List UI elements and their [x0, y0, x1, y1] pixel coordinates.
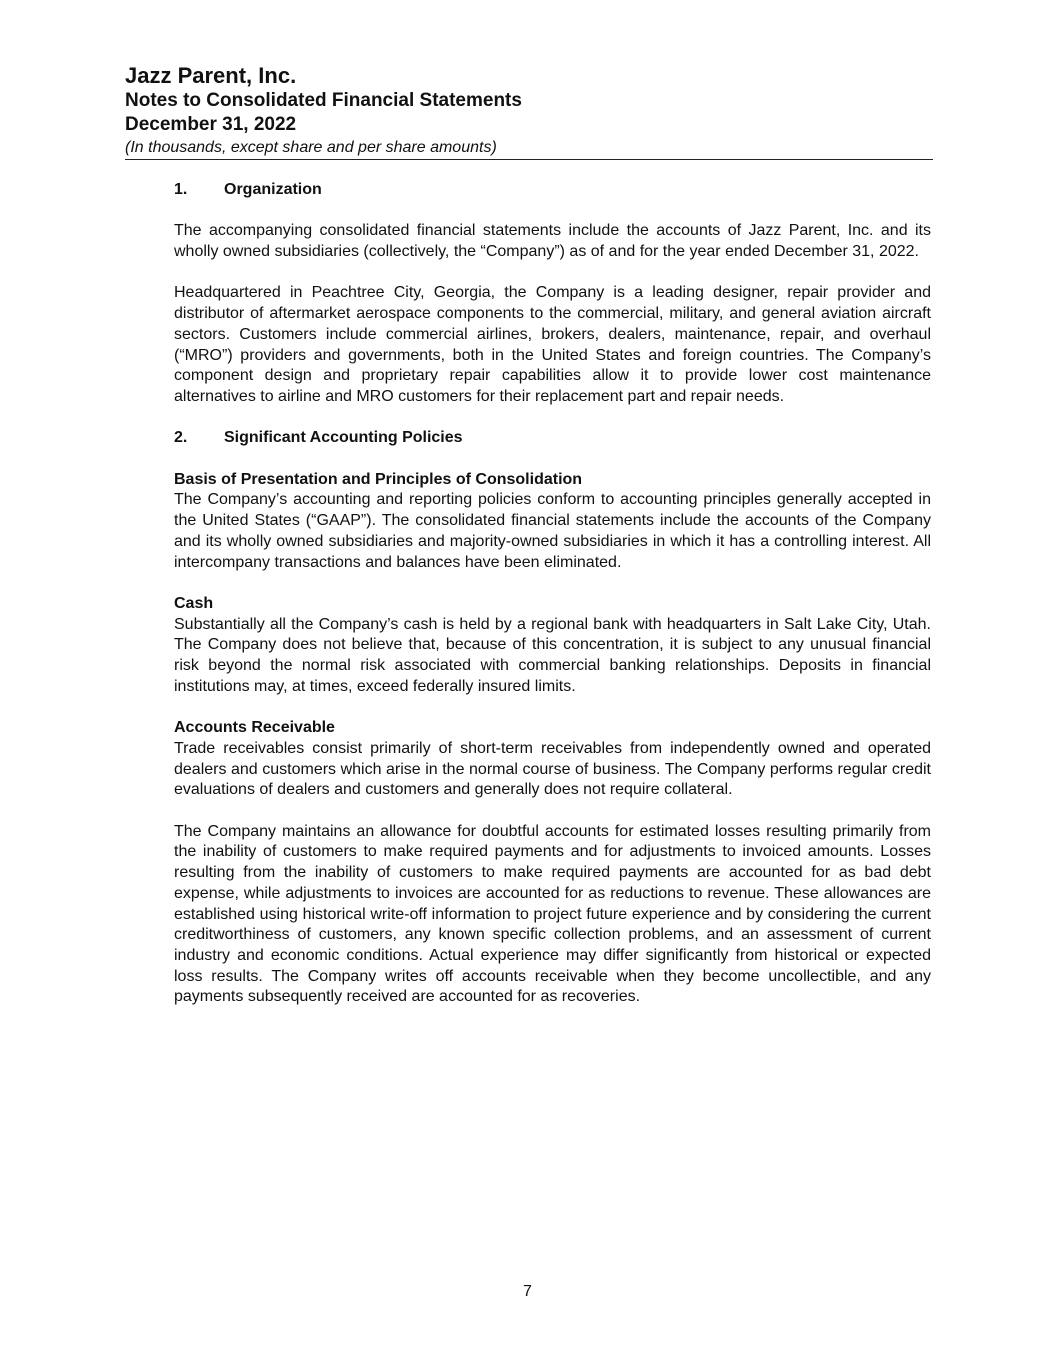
document-title: Notes to Consolidated Financial Statements: [125, 90, 522, 111]
section-heading-organization: [174, 180, 931, 201]
accounts-receivable-paragraph-1: Trade receivables consist primarily of short-term receivables from independently owned and operated dealers and customers which arise in the normal course of business. The Company performs regular credit evaluations of dealers and customers and generally does not require collateral.: [174, 739, 931, 799]
section-title: Organization: [224, 181, 322, 198]
section-title: Significant Accounting Policies: [224, 429, 463, 447]
document-body: [174, 180, 931, 1029]
cash-heading: Cash: [174, 594, 214, 612]
page-header: [125, 62, 933, 160]
organization-paragraph-2: Headquartered in Peachtree City, Georgia, the Company is a leading designer, repair provider and distributor of aftermarket aerospace components to the commercial, military, and general aviation aircraft sectors. Customers include commercial airlines, brokers, dealers, maintenance, repair, and overhaul (“MRO”) providers and governments, both in the United States and foreign countries. The Company’s component design and proprietary repair capabilities allow it to provide lower cost maintenance alternatives to airline and MRO customers for their replacement part and repair needs.: [174, 284, 931, 405]
amounts-note: (In thousands, except share and per share amounts): [125, 139, 497, 156]
basis-heading: Basis of Presentation and Principles of Consolidation: [174, 470, 583, 488]
basis-paragraph: The Company’s accounting and reporting policies conform to accounting principles generally accepted in the United States (“GAAP”). The consolidated financial statements include the accounts of the Company and its wholly owned subsidiaries and majority-owned subsidiaries in which it has a controlling interest. All intercompany transactions and balances have been eliminated.: [174, 491, 931, 571]
section-number: 2.: [174, 429, 188, 447]
organization-paragraph-1: The accompanying consolidated financial statements include the accounts of Jazz Parent, Inc. and its wholly owned subsidiaries (collectively, the “Company”) as of and for the year ended December 31, 2022.: [174, 222, 931, 261]
statement-date: December 31, 2022: [125, 114, 297, 135]
section-number: 1.: [174, 181, 188, 198]
accounts-receivable-heading: Accounts Receivable: [174, 719, 335, 737]
cash-paragraph: Substantially all the Company’s cash is held by a regional bank with headquarters in Salt Lake City, Utah. The Company does not believe that, because of this concentration, it is subject to any unusual financial risk beyond the normal risk associated with commercial banking relationships. Deposits in financial institutions may, at times, exceed federally insured limits.: [174, 615, 931, 695]
page-number: 7: [523, 1283, 532, 1300]
accounts-receivable-paragraph-2: The Company maintains an allowance for doubtful accounts for estimated losses resulting primarily from the inability of customers to make required payments and for adjustments to invoiced amounts. Losses resulting from the inability of customers to make required payments are accounted for as bad debt expense, while adjustments to invoices are accounted for as reductions to revenue. These allowances are established using historical write-off information to project future experience and by considering the current creditworthiness of customers, any known specific collection problems, and an assessment of current industry and economic conditions. Actual experience may differ significantly from historical or expected loss results. The Company writes off accounts receivable when they become uncollectible, and any payments subsequently received are accounted for as recoveries.: [174, 822, 931, 1006]
section-heading-accounting-policies: [174, 428, 931, 449]
company-name: Jazz Parent, Inc.: [125, 63, 297, 88]
